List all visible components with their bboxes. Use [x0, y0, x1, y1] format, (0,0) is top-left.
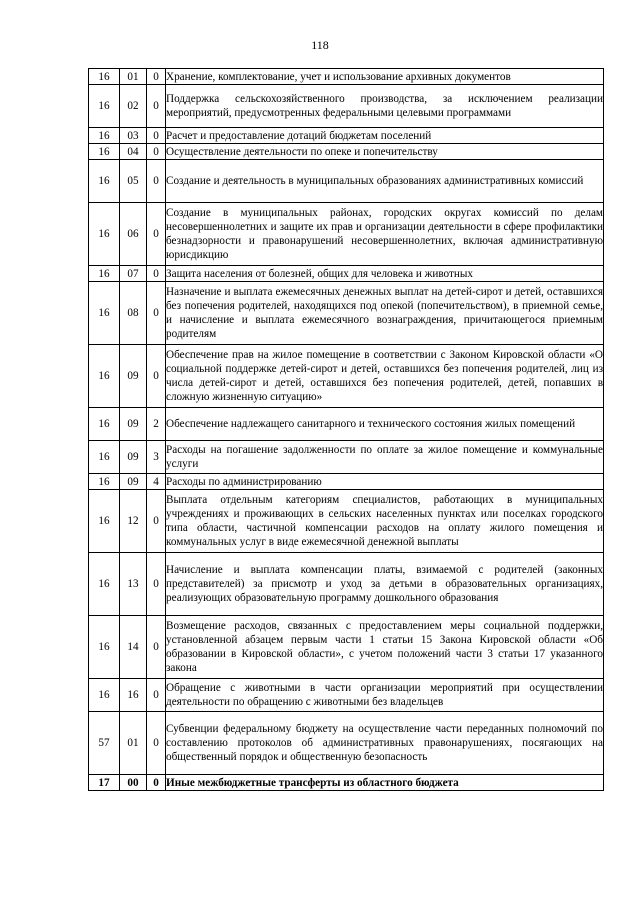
code-part-2: 14	[120, 616, 147, 679]
code-part-1: 17	[89, 775, 120, 791]
table-row	[89, 282, 604, 345]
table-row	[89, 128, 604, 144]
row-description: Обеспечение прав на жилое помещение в соответствии с Законом Кировской области «О социальной поддержке детей-сирот и детей, оставшихся без попечения родителей, лиц из числа детей-сирот и детей, оставшихся без попечения родителей, детей, попавших в сложную жизненную ситуацию»	[166, 345, 604, 408]
code-part-2: 13	[120, 553, 147, 616]
code-part-3: 0	[147, 712, 166, 775]
code-part-2: 01	[120, 69, 147, 85]
code-part-3: 0	[147, 490, 166, 553]
row-description: Иные межбюджетные трансферты из областного бюджета	[166, 775, 604, 791]
table-row	[89, 553, 604, 616]
code-part-2: 04	[120, 144, 147, 160]
table-row	[89, 712, 604, 775]
page-number: 118	[311, 38, 329, 52]
code-part-3: 0	[147, 144, 166, 160]
code-part-2: 01	[120, 712, 147, 775]
code-part-3: 0	[147, 553, 166, 616]
code-part-3: 0	[147, 345, 166, 408]
table-row	[89, 679, 604, 712]
code-part-2: 09	[120, 474, 147, 490]
code-part-2: 07	[120, 266, 147, 282]
code-part-1: 16	[89, 553, 120, 616]
row-description: Расходы по администрированию	[166, 474, 604, 490]
code-part-1: 16	[89, 474, 120, 490]
code-part-1: 16	[89, 266, 120, 282]
code-part-2: 06	[120, 203, 147, 266]
table-row	[89, 144, 604, 160]
table-row	[89, 474, 604, 490]
code-part-2: 09	[120, 345, 147, 408]
table-row	[89, 490, 604, 553]
code-part-1: 16	[89, 679, 120, 712]
code-part-1: 16	[89, 69, 120, 85]
code-part-1: 16	[89, 85, 120, 128]
code-part-1: 16	[89, 616, 120, 679]
code-part-2: 02	[120, 85, 147, 128]
row-description: Осуществление деятельности по опеке и попечительству	[166, 144, 604, 160]
code-part-3: 0	[147, 85, 166, 128]
code-part-3: 3	[147, 441, 166, 474]
table-row	[89, 441, 604, 474]
code-part-3: 0	[147, 775, 166, 791]
table-row	[89, 345, 604, 408]
code-part-3: 0	[147, 616, 166, 679]
row-description: Расчет и предоставление дотаций бюджетам поселений	[166, 128, 604, 144]
code-part-3: 0	[147, 69, 166, 85]
row-description: Защита населения от болезней, общих для человека и животных	[166, 266, 604, 282]
row-description: Расходы на погашение задолженности по оплате за жилое помещение и коммунальные услуги	[166, 441, 604, 474]
code-part-2: 09	[120, 441, 147, 474]
row-description: Хранение, комплектование, учет и использование архивных документов	[166, 69, 604, 85]
code-part-2: 12	[120, 490, 147, 553]
table-row	[89, 266, 604, 282]
code-part-1: 57	[89, 712, 120, 775]
code-part-1: 16	[89, 203, 120, 266]
code-part-2: 16	[120, 679, 147, 712]
row-description: Выплата отдельным категориям специалистов, работающих в муниципальных учреждениях и проживающих в сельских населенных пунктах или поселках городского типа области, частичной компенсации расходов на оплату жилого помещения и коммунальных услуг в виде ежемесячной денежной выплаты	[166, 490, 604, 553]
code-part-3: 4	[147, 474, 166, 490]
table-row	[89, 408, 604, 441]
code-part-3: 0	[147, 266, 166, 282]
row-description: Создание в муниципальных районах, городских округах комиссий по делам несовершеннолетних и защите их прав и организации деятельности в сфере профилактики безнадзорности и правонарушений несовершеннолетних, включая административную юрисдикцию	[166, 203, 604, 266]
row-description: Создание и деятельность в муниципальных образованиях административных комиссий	[166, 160, 604, 203]
code-part-2: 08	[120, 282, 147, 345]
code-part-1: 16	[89, 282, 120, 345]
code-part-2: 03	[120, 128, 147, 144]
code-part-1: 16	[89, 144, 120, 160]
row-description: Назначение и выплата ежемесячных денежных выплат на детей-сирот и детей, оставшихся без попечения родителей, находящихся под опекой (попечительством), в приемной семье, и начисление и выплата ежемесячного вознаграждения, причитающегося приемным родителям	[166, 282, 604, 345]
code-part-1: 16	[89, 490, 120, 553]
row-description: Возмещение расходов, связанных с предоставлением меры социальной поддержки, установленной абзацем первым части 1 статьи 15 Закона Кировской области «Об образовании в Кировской области», с учетом положений части 3 статьи 17 указанного закона	[166, 616, 604, 679]
budget-codes-table	[88, 68, 604, 791]
code-part-3: 0	[147, 282, 166, 345]
table-row	[89, 203, 604, 266]
table-row	[89, 69, 604, 85]
code-part-1: 16	[89, 160, 120, 203]
code-part-1: 16	[89, 408, 120, 441]
code-part-3: 0	[147, 679, 166, 712]
code-part-1: 16	[89, 128, 120, 144]
table-row	[89, 85, 604, 128]
table-row	[89, 160, 604, 203]
code-part-1: 16	[89, 441, 120, 474]
code-part-2: 00	[120, 775, 147, 791]
table-row	[89, 616, 604, 679]
code-part-3: 0	[147, 128, 166, 144]
row-description: Поддержка сельскохозяйственного производства, за исключением реализации мероприятий, предусмотренных федеральными целевыми программами	[166, 85, 604, 128]
row-description: Обращение с животными в части организации мероприятий при осуществлении деятельности по обращению с животными без владельцев	[166, 679, 604, 712]
code-part-3: 0	[147, 203, 166, 266]
code-part-1: 16	[89, 345, 120, 408]
code-part-3: 0	[147, 160, 166, 203]
row-description: Начисление и выплата компенсации платы, взимаемой с родителей (законных представителей) за присмотр и уход за детьми в образовательных организациях, реализующих образовательную программу дошкольного образования	[166, 553, 604, 616]
code-part-3: 2	[147, 408, 166, 441]
code-part-2: 05	[120, 160, 147, 203]
table-row-bold	[89, 775, 604, 791]
row-description: Обеспечение надлежащего санитарного и технического состояния жилых помещений	[166, 408, 604, 441]
code-part-2: 09	[120, 408, 147, 441]
row-description: Субвенции федеральному бюджету на осуществление части переданных полномочий по составлению протоколов об административных правонарушениях, посягающих на общественный порядок и общественную безопасность	[166, 712, 604, 775]
